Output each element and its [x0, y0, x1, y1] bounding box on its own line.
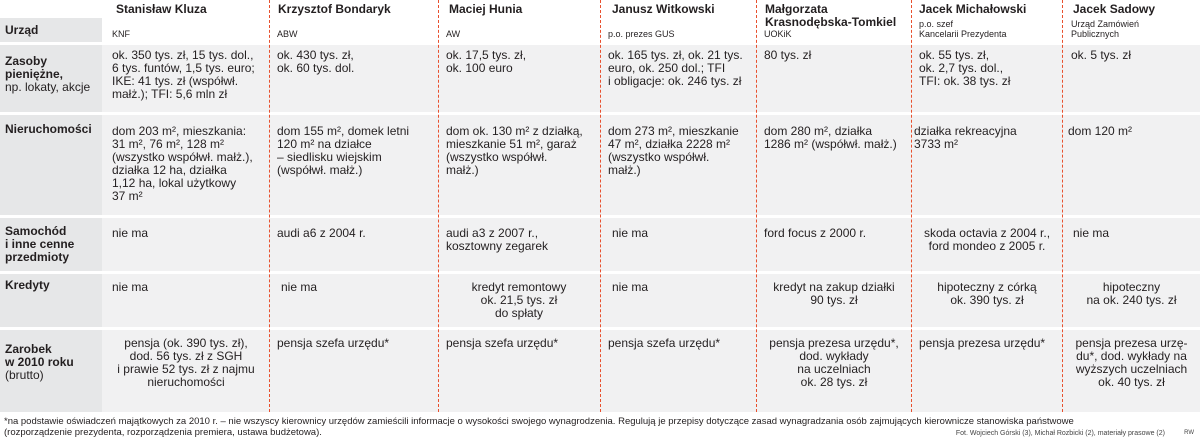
row-label-office: Urząd: [5, 23, 39, 37]
cell-realestate-michalowski: działka rekreacyjna 3733 m²: [914, 124, 1017, 151]
cell-income-hunia: pensja szefa urzędu*: [446, 336, 559, 350]
column-office: KNF: [112, 29, 130, 39]
column-name: Stanisław Kluza: [116, 2, 207, 16]
cell-cars-michalowski: skoda octavia z 2004 r., ford mondeo z 2005 r.: [923, 226, 1051, 253]
column-divider: [438, 0, 439, 412]
cell-cars-kluza: nie ma: [112, 226, 149, 240]
footnote: *na podstawie oświadczeń majątkowych za 2010 r. – nie wszyscy kierownicy urzędów zamieścili informacje o wysokości swojego wynagrodzenia. Regulują je przepisy dotyczące zasad wynagradzania osób zajmujących kierownicze stanowiska państwowe (rozporządzenie prezydenta, rozporządzenia premiera, ustawa budżetowa).: [4, 416, 1074, 438]
cell-loans-bondaryk: nie ma: [281, 280, 318, 294]
column-divider: [269, 0, 270, 412]
cell-realestate-witkowski: dom 273 m², mieszkanie 47 m², działka 2228 m² (wszystko współwł. małż.): [608, 124, 739, 177]
cell-loans-kluza: nie ma: [112, 280, 149, 294]
column-name: Małgorzata Krasnodębska-Tomkiel: [765, 2, 897, 29]
row-label-loans: Kredyty: [5, 278, 50, 292]
cell-loans-hunia: kredyt remontowy ok. 21,5 tys. zł do spłaty: [471, 280, 567, 320]
column-divider: [911, 0, 912, 412]
column-divider: [600, 0, 601, 412]
row-label-cars: Samochód i inne cenne przedmioty: [5, 224, 75, 264]
cell-cars-witkowski: nie ma: [612, 226, 649, 240]
author-signature: RW: [1184, 430, 1194, 436]
column-office: UOKiK: [764, 29, 792, 39]
cell-cars-sadowy: nie ma: [1073, 226, 1110, 240]
cell-income-michalowski: pensja prezesa urzędu*: [919, 336, 1046, 350]
cell-cash-witkowski: ok. 165 tys. zł, ok. 21 tys. euro, ok. 250 dol.; TFI i obligacje: ok. 246 tys. zł: [608, 48, 743, 88]
cell-loans-michalowski: hipoteczny z córką ok. 390 tys. zł: [937, 280, 1037, 307]
cell-cash-bondaryk: ok. 430 tys. zł, ok. 60 tys. dol.: [277, 48, 355, 75]
cell-realestate-sadowy: dom 120 m²: [1068, 124, 1133, 138]
cell-income-bondaryk: pensja szefa urzędu*: [277, 336, 390, 350]
cell-realestate-bondaryk: dom 155 m², domek letni 120 m² na działce – siedlisku wiejskim (współwł. małż.): [277, 124, 410, 177]
photo-credit: Fot. Wojciech Górski (3), Michał Rozbicki (2), materiały prasowe (2): [955, 430, 1165, 437]
row-label-income: Zarobek w 2010 roku (brutto): [5, 342, 74, 382]
cell-income-witkowski: pensja szefa urzędu*: [608, 336, 721, 350]
column-name: Jacek Sadowy: [1073, 2, 1156, 16]
cell-cash-michalowski: ok. 55 tys. zł, ok. 2,7 tys. dol., TFI: ok. 38 tys. zł: [919, 48, 1011, 88]
column-office: ABW: [277, 29, 298, 39]
cell-income-kluza: pensja (ok. 390 tys. zł), dod. 56 tys. zł z SGH i prawie 52 tys. zł z najmu nieruchomości: [117, 336, 255, 389]
cell-income-sadowy: pensja prezesa urzę- du*, dod. wykłady na wyższych uczelniach ok. 40 tys. zł: [1075, 336, 1188, 389]
cell-cash-kluza: ok. 350 tys. zł, 15 tys. dol., 6 tys. funtów, 1,5 tys. euro; IKE: 41 tys. zł (współwł. małż.); TFI: 5,6 mln zł: [112, 48, 255, 101]
cell-loans-witkowski: nie ma: [612, 280, 649, 294]
cell-realestate-kluza: dom 203 m², mieszkania: 31 m², 76 m², 128 m² (wszystko współwł. małż.), działka 12 ha, działka 1,12 ha, lokal użytkowy 37 m²: [112, 124, 253, 203]
column-office: Urząd Zamówień Publicznych: [1071, 19, 1140, 39]
cell-cars-bondaryk: audi a6 z 2004 r.: [277, 226, 366, 240]
column-name: Krzysztof Bondaryk: [278, 2, 391, 16]
cell-cars-hunia: audi a3 z 2007 r., kosztowny zegarek: [446, 226, 549, 253]
cell-cash-krasnodebska: 80 tys. zł: [764, 48, 812, 62]
cell-loans-sadowy: hipoteczny na ok. 240 tys. zł: [1086, 280, 1177, 307]
cell-income-krasnodebska: pensja prezesa urzędu*, dod. wykłady na uczelniach ok. 28 tys. zł: [769, 336, 899, 389]
column-office: p.o. szef Kancelarii Prezydenta: [919, 19, 1007, 39]
cell-cash-sadowy: ok. 5 tys. zł: [1071, 48, 1132, 62]
column-office: AW: [446, 29, 461, 39]
column-name: Maciej Hunia: [449, 2, 523, 16]
cell-realestate-hunia: dom ok. 130 m² z działką, mieszkanie 51 m², garaż (wszystko współwł. małż.): [446, 124, 583, 177]
column-name: Jacek Michałowski: [919, 2, 1027, 16]
cell-cars-krasnodebska: ford focus z 2000 r.: [764, 226, 867, 240]
column-name: Janusz Witkowski: [612, 2, 715, 16]
cell-realestate-krasnodebska: dom 280 m², działka 1286 m² (współwł. małż.): [764, 124, 897, 151]
cell-cash-hunia: ok. 17,5 tys. zł, ok. 100 euro: [446, 48, 527, 75]
row-label-realestate: Nieruchomości: [5, 122, 92, 136]
column-office: p.o. prezes GUS: [608, 29, 675, 39]
row-label-cash: Zasoby pieniężne, np. lokaty, akcje: [5, 54, 91, 94]
cell-loans-krasnodebska: kredyt na zakup działki 90 tys. zł: [773, 280, 895, 307]
